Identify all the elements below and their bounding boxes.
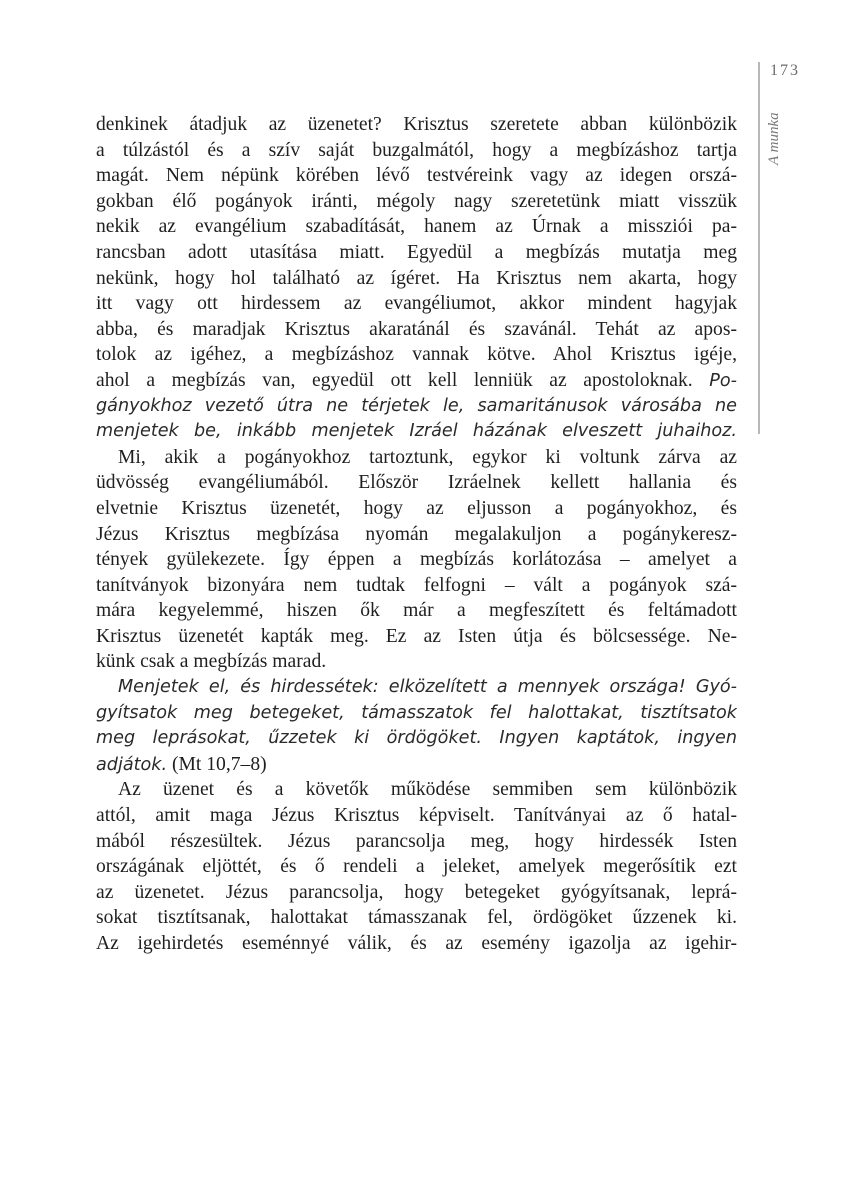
quote-line: meg leprásokat, űzzetek ki ördögöket. Ingyen kaptátok, ingyen [96,728,737,749]
text-line: denkinek átadjuk az üzenetet? Krisztus szeretete abban különbözik [96,114,737,135]
text-line: itt vagy ott hirdessem az evangéliumot, akkor mindent hagyjak [96,293,737,315]
quote-segment: adjátok. [96,754,168,775]
quote-line: Menjetek el, és hirdessétek: elközelített a mennyek országa! Gyó- [118,677,737,698]
text-line: gokban élő pogányok iránti, mégoly nagy szeretetünk miatt visszük [96,190,737,212]
text-line: a túlzástól és a szív saját buzgalmától, hogy a megbízáshoz tartja [96,139,737,161]
text-line: tanítványok bizonyára nem tudtak felfogni – vált a pogányok szá- [96,574,737,596]
text-line: nekünk, hogy hol található az ígéret. Ha Krisztus nem akarta, hogy [96,267,737,289]
text-line: künk csak a megbízás marad. [96,651,327,673]
quote-line: gányokhoz vezető útra ne térjetek le, samaritánusok városába ne [96,395,737,416]
text-line: sokat tisztítsanak, halottakat támasszanak fel, ördögöket űzzenek ki. [96,907,737,929]
running-head: A munka [766,112,782,165]
text-segment: ahol a megbízás van, egyedül ott kell lenniük az apostoloknak. [96,369,693,391]
text-line: magát. Nem népünk körében lévő testvéreink vagy az idegen orszá- [96,165,737,187]
text-line: Jézus Krisztus megbízása nyomán megalakuljon a pogánykeresz- [96,523,737,545]
text-line [96,752,737,778]
margin-rule [758,62,760,434]
text-line [96,368,737,394]
text-line: tények gyülekezete. Így éppen a megbízás korlátozása – amelyet a [96,549,737,571]
text-line: üdvösség evangéliumából. Először Izráelnek kellett hallania és [96,472,737,494]
text-line: országának eljöttét, és ő rendeli a jeleket, amelyek megerősítik ezt [96,856,737,878]
text-line: mára kegyelemmé, hiszen ők már a megfeszített és feltámadott [96,600,737,622]
page-number: 173 [770,62,800,79]
text-line: Az igehirdetés eseménnyé válik, és az esemény igazolja az igehir- [96,933,737,954]
text-line: mából részesültek. Jézus parancsolja meg, hogy hirdessék Isten [96,830,737,852]
quote-line: menjetek be, inkább menjetek Izráel házának elveszett juhaihoz. [96,421,737,442]
body-text [96,112,737,957]
citation: (Mt 10,7–8) [171,753,267,775]
text-line: Krisztus üzenetét kapták meg. Ez az Isten útja és bölcsessége. Ne- [96,625,737,647]
text-line: attól, amit maga Jézus Krisztus képviselt. Tanítványai az ő hatal- [96,805,737,827]
text-line: tolok az igéhez, a megbízáshoz vannak kötve. Ahol Krisztus igéje, [96,344,737,366]
quote-segment: Po- [709,370,737,391]
text-line: az üzenetet. Jézus parancsolja, hogy betegeket gyógyítsanak, leprá- [96,881,737,903]
text-line: Az üzenet és a követők működése semmiben sem különbözik [118,779,737,801]
text-line: elvetnie Krisztus üzenetét, hogy az eljusson a pogányokhoz, és [96,497,737,519]
text-line: abba, és maradjak Krisztus akaratánál és szavánál. Tehát az apos- [96,318,737,340]
quote-line: gyítsatok meg betegeket, támasszatok fel halottakat, tisztítsatok [96,702,737,723]
text-line: Mi, akik a pogányokhoz tartoztunk, egykor ki voltunk zárva az [118,446,737,468]
text-line: rancsban adott utasítása miatt. Egyedül a megbízás mutatja meg [96,241,737,263]
text-line: nekik az evangélium szabadítását, hanem az Úrnak a missziói pa- [96,216,737,238]
